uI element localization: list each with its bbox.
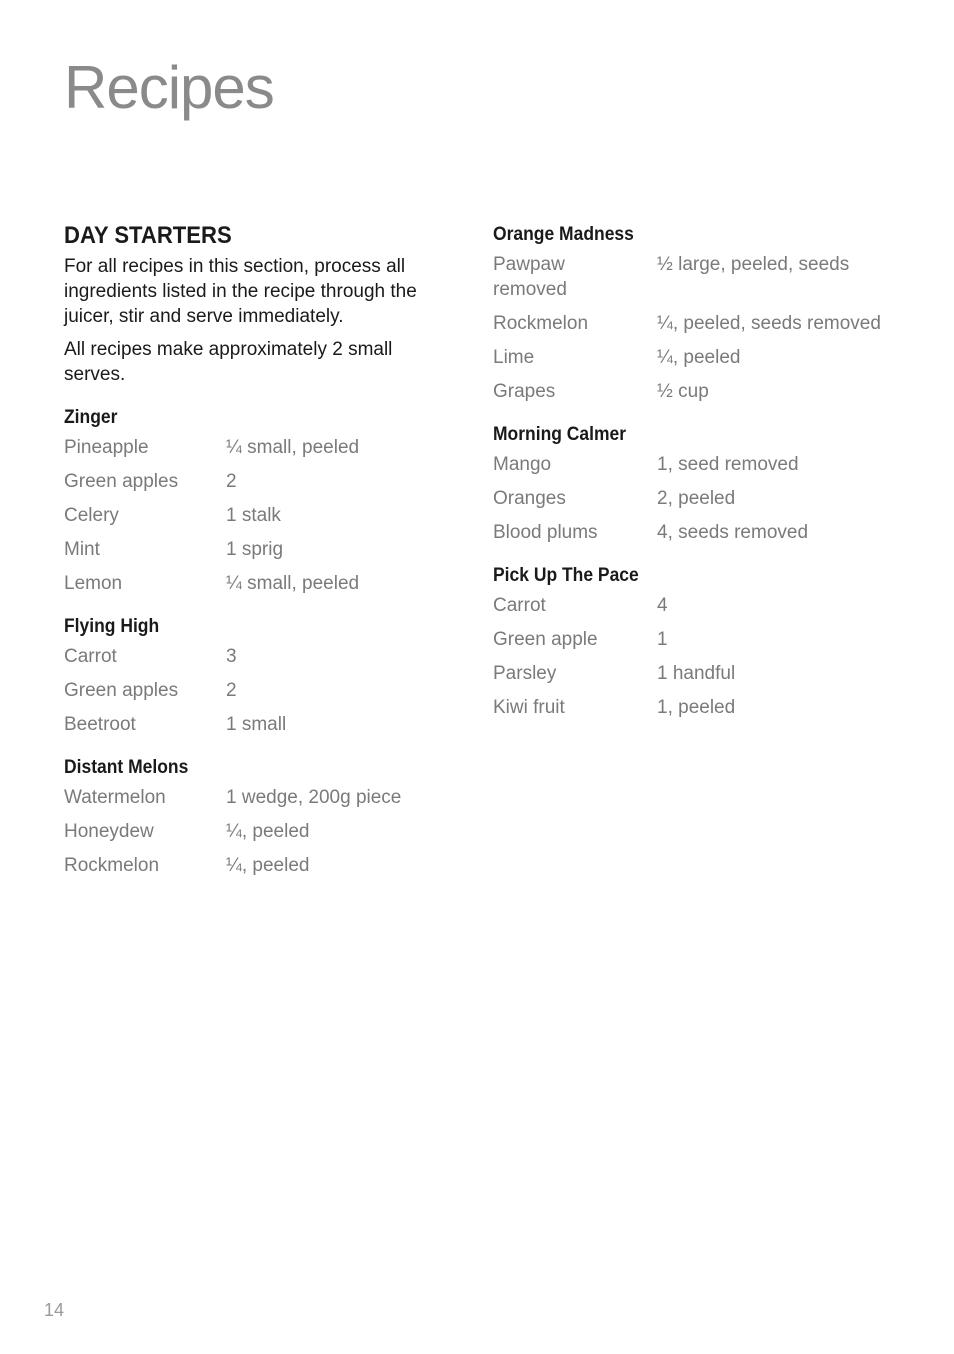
ingredient-name: Green apples (64, 680, 179, 701)
ingredient-name: Lime (493, 347, 535, 368)
ingredient-row (493, 520, 913, 545)
ingredient-name: Carrot (64, 646, 117, 667)
ingredient-row (64, 503, 454, 528)
ingredient-name: Oranges (493, 488, 566, 509)
ingredient-row (64, 678, 454, 703)
ingredient-quantity: 2 (226, 471, 237, 492)
page-number: 14 (44, 1300, 65, 1320)
ingredient-row (64, 537, 454, 562)
page-title: Recipes (64, 54, 274, 121)
ingredient-row (64, 571, 454, 596)
ingredient-row (64, 435, 454, 460)
ingredient-quantity: 1, peeled (657, 697, 736, 718)
ingredient-row (64, 469, 454, 494)
ingredient-quantity: ½ large, peeled, seeds (657, 254, 850, 275)
ingredient-quantity: 1 stalk (226, 505, 281, 526)
ingredient-name: Beetroot (64, 714, 136, 735)
ingredient-row (64, 853, 454, 878)
ingredient-quantity: ¼, peeled (226, 821, 310, 842)
ingredient-row (64, 785, 454, 810)
ingredient-quantity: 2, peeled (657, 488, 736, 509)
ingredient-quantity: ¼, peeled (657, 347, 741, 368)
ingredient-name: Mango (493, 454, 552, 475)
ingredient-name: Watermelon (64, 787, 166, 808)
right-column (493, 218, 913, 729)
ingredient-row (493, 311, 913, 336)
right-recipe-list (493, 218, 913, 720)
ingredient-row (493, 486, 913, 511)
ingredient-name: Kiwi fruit (493, 697, 565, 718)
ingredient-row (493, 593, 913, 618)
ingredient-row (64, 712, 454, 737)
ingredient-quantity: 1 handful (657, 663, 736, 684)
recipe-block (493, 218, 913, 404)
ingredient-name: Lemon (64, 573, 123, 594)
ingredient-row (493, 252, 913, 302)
recipe-title: Flying High (64, 616, 160, 637)
ingredient-quantity: ¼ small, peeled (226, 573, 360, 594)
left-recipe-list (64, 401, 454, 878)
ingredient-quantity: 1 small (226, 714, 287, 735)
ingredient-row (64, 644, 454, 669)
section-serves-note: All recipes make approximately 2 small serves. (64, 339, 393, 385)
ingredient-name: Rockmelon (493, 313, 589, 334)
ingredient-quantity: 4 (657, 595, 668, 616)
ingredient-quantity: 4, seeds removed (657, 522, 809, 543)
ingredient-row (493, 627, 913, 652)
recipe-block (64, 401, 454, 596)
recipe-block (493, 559, 913, 720)
section-heading: DAY STARTERS (64, 222, 232, 249)
ingredient-quantity: ¼, peeled (226, 855, 310, 876)
ingredient-quantity: 1 wedge, 200g piece (226, 787, 402, 808)
section-intro: For all recipes in this section, process all ingredients listed in the recipe through the juicer, stir and serve immediately. (64, 256, 417, 327)
recipe-block (64, 751, 454, 878)
ingredient-row (493, 695, 913, 720)
ingredient-name: Honeydew (64, 821, 154, 842)
ingredient-name: Pineapple (64, 437, 149, 458)
ingredient-name: Parsley (493, 663, 557, 684)
recipe-block (493, 418, 913, 545)
ingredient-quantity: 1 sprig (226, 539, 284, 560)
ingredient-quantity: ¼ small, peeled (226, 437, 360, 458)
ingredient-quantity: 1 (657, 629, 668, 650)
ingredient-quantity: 3 (226, 646, 237, 667)
recipe-title: Distant Melons (64, 757, 189, 778)
ingredient-quantity: 2 (226, 680, 237, 701)
recipe-title: Orange Madness (493, 224, 634, 245)
recipe-block (64, 610, 454, 737)
ingredient-name: Green apples (64, 471, 179, 492)
ingredient-name: Blood plums (493, 522, 598, 543)
ingredient-name: Carrot (493, 595, 546, 616)
ingredient-name: Green apple (493, 629, 598, 650)
ingredient-quantity: ½ cup (657, 381, 709, 402)
recipe-title: Pick Up The Pace (493, 565, 639, 586)
recipe-title: Zinger (64, 407, 118, 428)
left-column (64, 218, 454, 887)
ingredient-row (493, 661, 913, 686)
ingredient-name: Celery (64, 505, 119, 526)
ingredient-quantity-continued: removed (493, 279, 567, 300)
ingredient-name: Pawpaw (493, 254, 565, 275)
recipe-title: Morning Calmer (493, 424, 627, 445)
ingredient-row (493, 452, 913, 477)
ingredient-name: Rockmelon (64, 855, 160, 876)
ingredient-row (493, 345, 913, 370)
ingredient-name: Grapes (493, 381, 556, 402)
ingredient-row (64, 819, 454, 844)
ingredient-name: Mint (64, 539, 100, 560)
ingredient-row (493, 379, 913, 404)
ingredient-quantity: ¼, peeled, seeds removed (657, 313, 881, 334)
ingredient-quantity: 1, seed removed (657, 454, 799, 475)
